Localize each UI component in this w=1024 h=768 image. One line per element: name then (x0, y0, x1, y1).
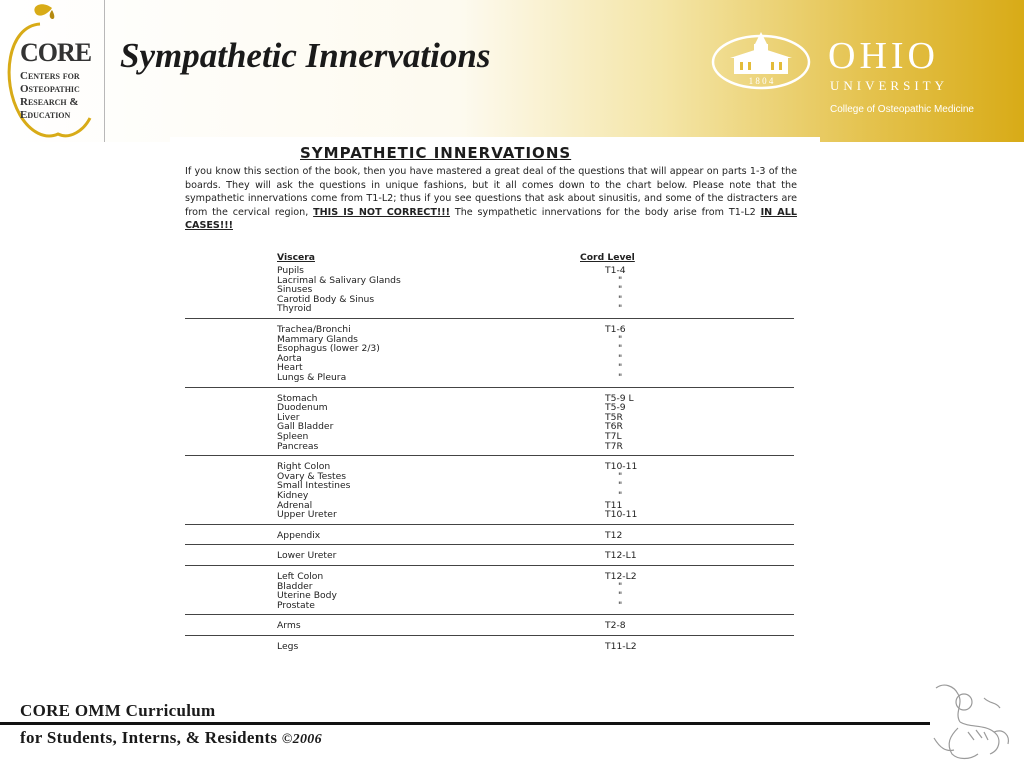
viscera-cell: Duodenum (277, 402, 328, 414)
cord-level-cell: " (618, 580, 623, 592)
skeleton-sketch-icon (924, 678, 1014, 764)
viscera-cell: Left Colon (277, 571, 324, 582)
viscera-cell: Kidney (277, 490, 309, 501)
ohio-logo-university: UNIVERSITY (830, 78, 948, 93)
viscera-cell: Stomach (277, 392, 318, 404)
table-divider (185, 524, 794, 525)
footer-curriculum: CORE OMM Curriculum (20, 701, 216, 720)
table-divider (185, 318, 794, 319)
viscera-cell: Esophagus (lower 2/3) (277, 343, 380, 355)
cord-level-cell: " (618, 599, 623, 611)
viscera-cell: Bladder (277, 580, 313, 592)
viscera-cell: Liver (277, 411, 300, 423)
viscera-cell: Gall Bladder (277, 421, 334, 433)
footer-divider (0, 722, 930, 725)
intro-text: If you know this section of the book, then you have mastered a great deal of the questions that will appear on parts 1-3 of the boards. They will ask the questions in unique fashions, but it all comes down to the chart below. Please note that the sympathetic innervations come from T1-L2; thus if you see questions that ask about sinusitis, and some of the distracters are from the cervical region, (185, 166, 797, 218)
ohio-logo-word: OHIO (828, 35, 939, 77)
viscera-cell: Mammary Glands (277, 333, 358, 345)
column-header-cord-level: Cord Level (580, 252, 635, 263)
viscera-cell: Pupils (277, 265, 304, 276)
viscera-cell: Thyroid (277, 303, 312, 315)
cord-level-cell: " (618, 343, 623, 355)
viscera-cell: Lungs & Pleura (277, 372, 347, 383)
cord-level-cell: " (618, 303, 623, 315)
viscera-cell: Lacrimal & Salivary Glands (277, 274, 401, 286)
core-logo-line: Osteopathic (20, 83, 80, 95)
column-header-viscera: Viscera (277, 252, 315, 263)
viscera-cell: Small Intestines (277, 480, 351, 492)
cord-level-cell: " (618, 470, 623, 482)
viscera-cell: Ovary & Testes (277, 470, 347, 482)
viscera-cell: Right Colon (277, 461, 331, 473)
table-divider (185, 455, 794, 456)
table-divider (185, 635, 794, 636)
cord-level-cell: T7R (605, 440, 623, 452)
seal-year: 1 8 0 4 (748, 76, 774, 86)
cord-level-cell: " (618, 490, 623, 501)
cord-level-cell: " (618, 480, 623, 492)
viscera-cell: Prostate (277, 599, 315, 611)
cord-level-cell: T12-L1 (605, 550, 637, 562)
cord-level-cell: T5R (605, 411, 623, 423)
cord-level-cell: " (618, 372, 623, 383)
cord-level-cell: T2-8 (605, 620, 626, 632)
footer-audience (20, 728, 322, 748)
slide-header (0, 0, 1024, 142)
header-divider (104, 0, 105, 142)
core-logo-line: Education (20, 109, 71, 121)
viscera-cell: Spleen (277, 431, 309, 442)
viscera-cell: Arms (277, 620, 301, 632)
cord-level-cell: T12 (605, 529, 623, 541)
footer-copyright: ©2006 (281, 732, 322, 747)
viscera-cell: Pancreas (277, 440, 319, 452)
cord-level-cell: T10-11 (605, 509, 638, 521)
cord-level-cell: T11 (605, 499, 623, 511)
cord-level-cell: T1-6 (605, 324, 626, 335)
cord-level-cell: " (618, 293, 623, 305)
viscera-cell: Carotid Body & Sinus (277, 293, 375, 305)
cord-level-cell: T5-9 (605, 402, 626, 414)
cord-level-cell: " (618, 333, 623, 345)
viscera-cell: Lower Ureter (277, 550, 337, 562)
scanned-document (170, 137, 820, 655)
viscera-cell: Trachea/Bronchi (277, 324, 351, 335)
page-title: Sympathetic Innervations (120, 36, 491, 75)
cord-level-cell: " (618, 274, 623, 286)
cord-level-cell: T5-9 L (605, 392, 634, 404)
viscera-cell: Appendix (277, 529, 321, 541)
cord-level-cell: T6R (605, 421, 623, 433)
intro-emphasis: IN ALL CASES!!! (185, 206, 797, 231)
viscera-cell: Heart (277, 362, 303, 374)
document-title: SYMPATHETIC INNERVATIONS (300, 144, 572, 162)
table-divider (185, 387, 794, 388)
cord-level-cell: T1-4 (605, 265, 626, 276)
viscera-cell: Uterine Body (277, 590, 337, 602)
cord-level-cell: " (618, 362, 623, 374)
cord-level-cell: " (618, 590, 623, 602)
cord-level-cell: T7L (605, 431, 622, 442)
viscera-cell: Legs (277, 641, 299, 652)
core-logo-word: CORE (20, 38, 92, 67)
building-icon (710, 30, 812, 90)
cord-level-cell: " (618, 284, 623, 296)
document-intro (185, 165, 797, 233)
viscera-cell: Aorta (277, 352, 302, 364)
cord-level-cell: T12-L2 (605, 571, 637, 582)
viscera-cell: Upper Ureter (277, 509, 337, 521)
intro-emphasis: THIS IS NOT CORRECT!!! (313, 206, 450, 218)
intro-text: The sympathetic innervations for the body arise from T1-L2 (454, 206, 756, 218)
core-logo-line: Research & (20, 96, 79, 108)
cord-level-cell: T11-L2 (605, 641, 637, 652)
ohio-seal-logo (710, 30, 812, 90)
ohio-logo-college: College of Osteopathic Medicine (830, 104, 974, 115)
cord-level-cell: T10-11 (605, 461, 638, 473)
viscera-cell: Sinuses (277, 284, 313, 296)
core-logo (0, 0, 104, 142)
footer-audience-text: for Students, Interns, & Residents (20, 728, 278, 747)
cord-level-cell: " (618, 352, 623, 364)
table-divider (185, 544, 794, 545)
table-divider (185, 565, 794, 566)
table-divider (185, 614, 794, 615)
viscera-cell: Adrenal (277, 499, 313, 511)
core-logo-line: Centers for (20, 70, 80, 82)
